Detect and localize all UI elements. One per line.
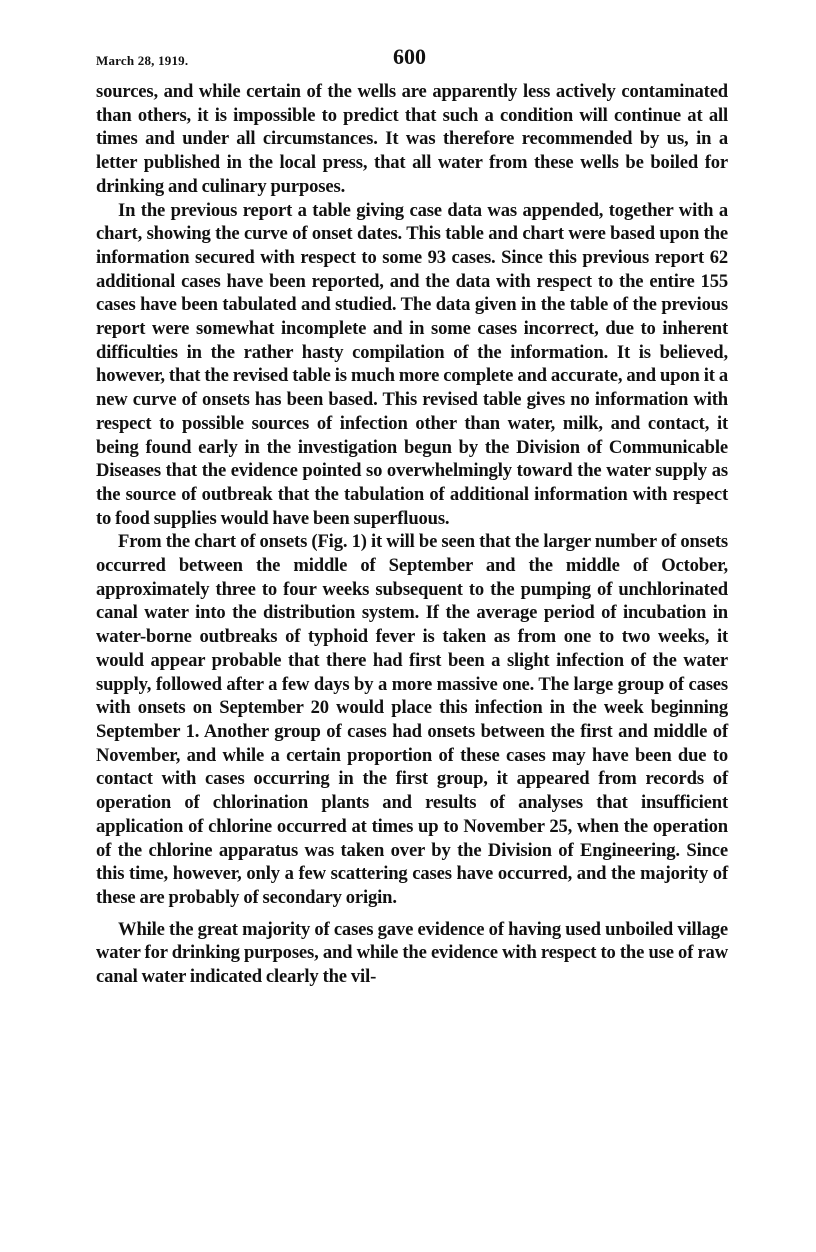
issue-date: March 28, 1919.	[96, 53, 189, 68]
paragraph-chart-of-onsets: From the chart of onsets (Fig. 1) it will be seen that the larger number of onsets occurred between the middle of September and the middle of October, approximately three to four weeks subsequent to the pumping of unchlorinated canal water into the distribution system. If the average period of incubation in water-borne outbreaks of typhoid fever is taken as from one to two weeks, it would appear probable that there had first been a slight infection of the water supply, followed after a few days by a more massive one. The large group of cases with onsets on September 20 would place this infection in the week beginning September 1. Another group of cases had onsets between the first and middle of November, and while a certain proportion of these cases may have been due to contact with cases occurring in the first group, it appeared from records of operation of chlorination plants and results of analyses that insufficient application of chlorine occurred at times up to November 25, when the operation of the chlorine apparatus was taken over by the Division of Engineering. Since this time, however, only a few scattering cases have occurred, and the majority of these are probably of secondary origin.	[96, 531, 728, 908]
paragraph-previous-report: In the previous report a table giving case data was appended, together with a chart, showing the curve of onset dates. This table and chart were based upon the information secured with respect to some 93 cases. Since this previous report 62 additional cases have been reported, and the data with respect to the entire 155 cases have been tabulated and studied. The data given in the table of the previous report were somewhat incomplete and in some cases incorrect, due to inherent difficulties in the rather hasty compilation of the information. It is believed, however, that the revised table is much more complete and accurate, and upon it a new curve of onsets has been based. This revised table gives no information with respect to possible sources of infection other than water, milk, and contact, it being found early in the investigation begun by the Division of Communicable Diseases that the evidence pointed so overwhelmingly toward the water supply as the source of outbreak that the tabulation of additional information with respect to food supplies would have been superfluous.	[96, 199, 728, 529]
document-page	[96, 40, 728, 989]
page-number: 600	[393, 44, 426, 69]
paragraph-continuation: sources, and while certain of the wells are apparently less actively contaminated than others, it is impossible to predict that such a condition will continue at all times and under all circumstances. It was therefore recommended by us, in a letter published in the local press, that all water from these wells be boiled for drinking and culinary purposes.	[96, 81, 728, 197]
paragraph-village-water: While the great majority of cases gave evidence of having used unboiled village water for drinking purposes, and while the evidence with respect to the use of raw canal water indicated clearly the vil-	[96, 918, 728, 988]
running-head	[96, 40, 728, 80]
article-body	[96, 80, 728, 989]
